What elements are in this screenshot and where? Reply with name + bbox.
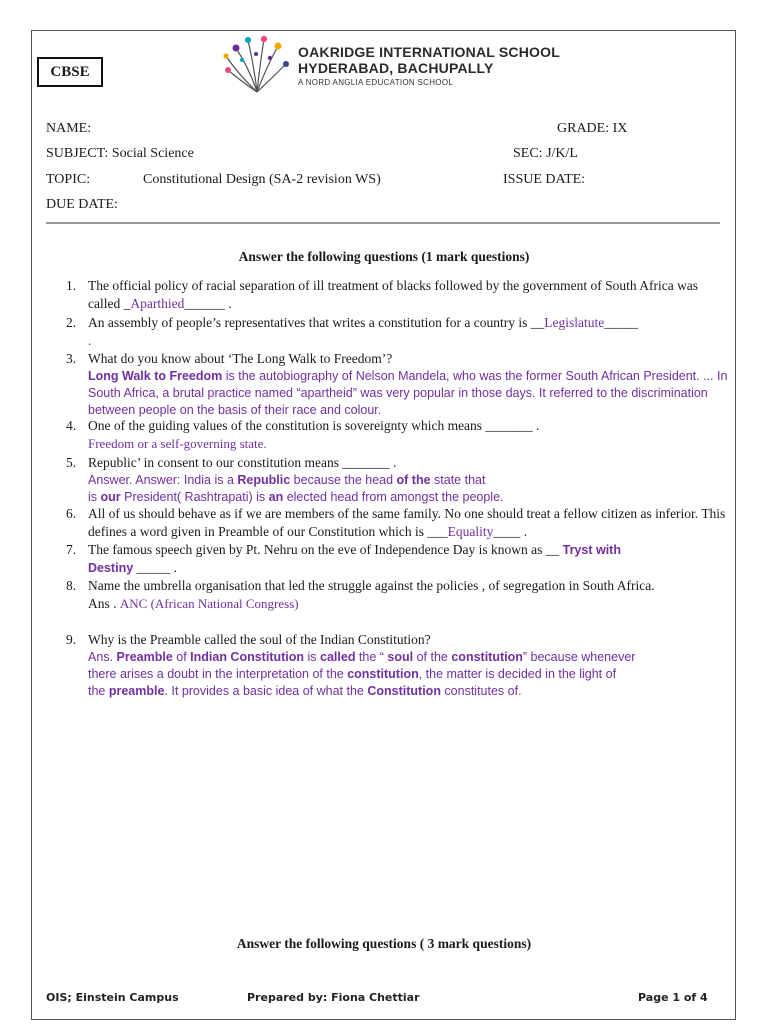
- question-number: 3.: [66, 351, 77, 366]
- topic-label: TOPIC:: [46, 172, 91, 187]
- question-number: 4.: [66, 418, 77, 433]
- header-divider: [46, 222, 720, 224]
- sec-label: SEC: J/K/L: [513, 146, 578, 161]
- section-2-title: Answer the following questions ( 3 mark questions): [236, 936, 532, 951]
- board-label: CBSE: [37, 57, 103, 87]
- subject-label: SUBJECT: Social Science: [46, 146, 194, 161]
- question-number: 6.: [66, 506, 77, 521]
- question-number: 8.: [66, 578, 77, 593]
- school-tagline: A NORD ANGLIA EDUCATION SCHOOL: [298, 78, 454, 87]
- question-number: 1.: [66, 278, 77, 293]
- school-city: HYDERABAD, BACHUPALLY: [298, 60, 494, 76]
- answer: Aparthied: [130, 296, 185, 311]
- grade-label: GRADE: IX: [557, 121, 628, 136]
- answer: Freedom or a self-governing state.: [88, 436, 267, 451]
- question-number: 5.: [66, 455, 77, 470]
- answer: Legislatute: [544, 315, 605, 330]
- answer: Answer. Answer: India is a Republic because the head of the state that is our President( Rashtrapati) is an elected head from amongst the people.: [88, 473, 504, 504]
- school-name: OAKRIDGE INTERNATIONAL SCHOOL: [298, 44, 560, 60]
- footer-campus: OIS; Einstein Campus: [46, 991, 179, 1004]
- answer: Ans. Preamble of Indian Constitution is called the “ soul of the constitution” because whenever there arises a doubt in the interpretation of the constitution, the matter is decided in the light of the preamble. It provides a basic idea of what the Constitution constitutes of.: [88, 650, 636, 698]
- footer-page-number: Page 1 of 4: [638, 991, 708, 1004]
- footer-prepared-by: Prepared by: Fiona Chettiar: [247, 991, 420, 1004]
- answer: Equality: [447, 524, 494, 539]
- answer: Long Walk to Freedom is the autobiography of Nelson Mandela, who was the former South African President. ... In South Africa, a brutal practice named “apartheid” was very popular in those days. It referred to the discrimination between people on the basis of their race and colour.: [88, 369, 728, 417]
- name-label: NAME:: [46, 121, 92, 136]
- question-number: 9.: [66, 632, 77, 647]
- question-number: 2.: [66, 315, 77, 330]
- school-logo-icon: [222, 34, 292, 96]
- answer: ANC (African National Congress): [119, 596, 299, 611]
- topic-value: Constitutional Design (SA-2 revision WS): [143, 172, 381, 187]
- section-1-title: Answer the following questions (1 mark questions): [238, 249, 530, 264]
- issue-date-label: ISSUE DATE:: [503, 172, 586, 187]
- due-date-label: DUE DATE:: [46, 197, 118, 212]
- question-number: 7.: [66, 542, 77, 557]
- answer: Tryst with: [562, 543, 621, 557]
